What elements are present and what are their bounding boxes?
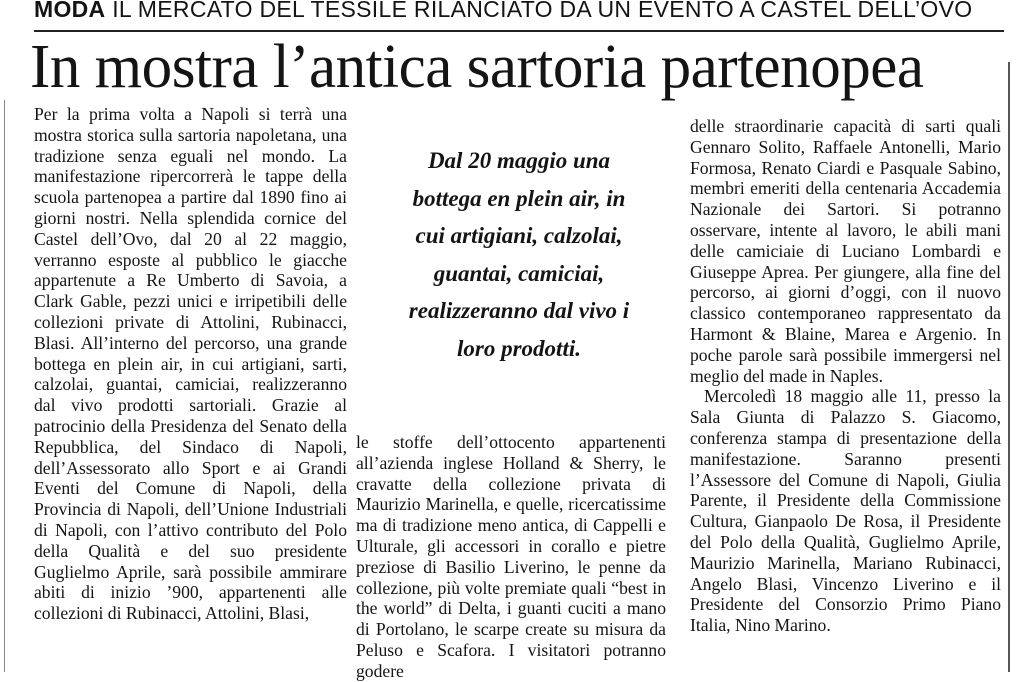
article-column-2 [356,432,666,682]
left-scan-edge [4,100,5,672]
pull-quote-line: loro prodotti. [457,335,581,361]
article-column-1 [34,104,347,624]
pull-quote [374,142,664,367]
pull-quote-line: bottega en plein air, in [412,185,626,211]
headline: In mostra l’antica sartoria partenopea [30,33,924,101]
pull-quote-line: guantai, camiciai, [433,260,605,286]
pull-quote-line: Dal 20 maggio una [427,148,611,173]
right-column-rule [1008,62,1010,672]
kicker-text: IL MERCATO DEL TESSILE RILANCIATO DA UN EVENTO A CASTEL DELL’OVO [112,0,973,22]
column-1-text: Per la prima volta a Napoli si terrà una mostra storica sulla sartoria napoletana, una tradizione senza eguali nel mondo. La manifestazione ripercorrerà le tappe della scuola partenopea a partire dal 1890 fino ai giorni nostri. Nella splendida cornice del Castel dell’Ovo, dal 20 al 22 maggio, verranno esposte al pubblico le giacche appartenute a Re Umberto di Savoia, a Clark Gable, pezzi unici e irripetibili delle collezioni private di Attolini, Rubinacci, Blasi. All’interno del percorso, una grande bottega en plein air, in cui artigiani, sarti, calzolai, guantai, camiciai, realizzeranno dal vivo prodotti sartoriali. Grazie al patrocinio della Presidenza del Senato della Repubblica, del Sindaco di Napoli, dell’Assessorato allo Sport e ai Grandi Eventi del Comune di Napoli, della Provincia di Napoli, dell’Unione Industriali di Napoli, con l’attivo contributo del Polo della Qualità e del suo presidente Guglielmo Aprile, sarà possibile ammirare abiti di inizio ’900, appartenenti alle collezioni di Rubinacci, Attolini, Blasi, [34,104,347,624]
pull-quote-line: cui artigiani, calzolai, [415,223,623,248]
kicker-line [34,0,1009,24]
column-3-paragraph-2: Mercoledì 18 maggio alle 11, presso la Sala Giunta di Palazzo S. Giacomo, conferenza stampa di presentazione della manifestazione. Saranno presenti l’Assessore del Comune di Napoli, Giulia Parente, il Presidente della Commissione Cultura, Gianpaolo De Rosa, il Presidente del Polo della Qualità, Guglielmo Aprile, Maurizio Marinella, Mariano Rubinacci, Angelo Blasi, Vincenzo Liverino e il Presidente del Consorzio Primo Piano Italia, Nino Marino. [690,386,1001,636]
column-3-paragraph-1: delle straordinarie capacità di sarti quali Gennaro Solito, Raffaele Antonelli, Mario Formosa, Renato Ciardi e Pasquale Sabino, membri emeriti della centenaria Accademia Nazionale dei Sartori. Si potranno osservare, intente al lavoro, le abili mani delle camiciaie di Luciano Lombardi e Giuseppe Aprea. Per giungere, alla fine del percorso, ai giorni d’oggi, con il nuovo classico contemporaneo rappresentato da Harmont & Blaine, Marea e Argenio. In poche parole sarà possibile immergersi nel meglio del made in Naples. [690,116,1001,386]
pull-quote-line: realizzeranno dal vivo i [408,298,630,323]
article-column-3 [690,116,1001,636]
kicker-section: MODA [34,0,106,22]
column-2-text: le stoffe dell’ottocento appartenenti all’azienda inglese Holland & Sherry, le cravatte della collezione privata di Maurizio Marinella, e quelle, ricercatissime ma di tradizione meno antica, di Cappelli e Ulturale, gli accessori in corallo e pietre preziose di Basilio Liverino, le penne da collezione, più volte premiate quali “best in the world” di Delta, i guanti cuciti a mano di Portolano, le scarpe create su misura da Peluso e Scafora. I visitatori potranno godere [356,432,666,681]
